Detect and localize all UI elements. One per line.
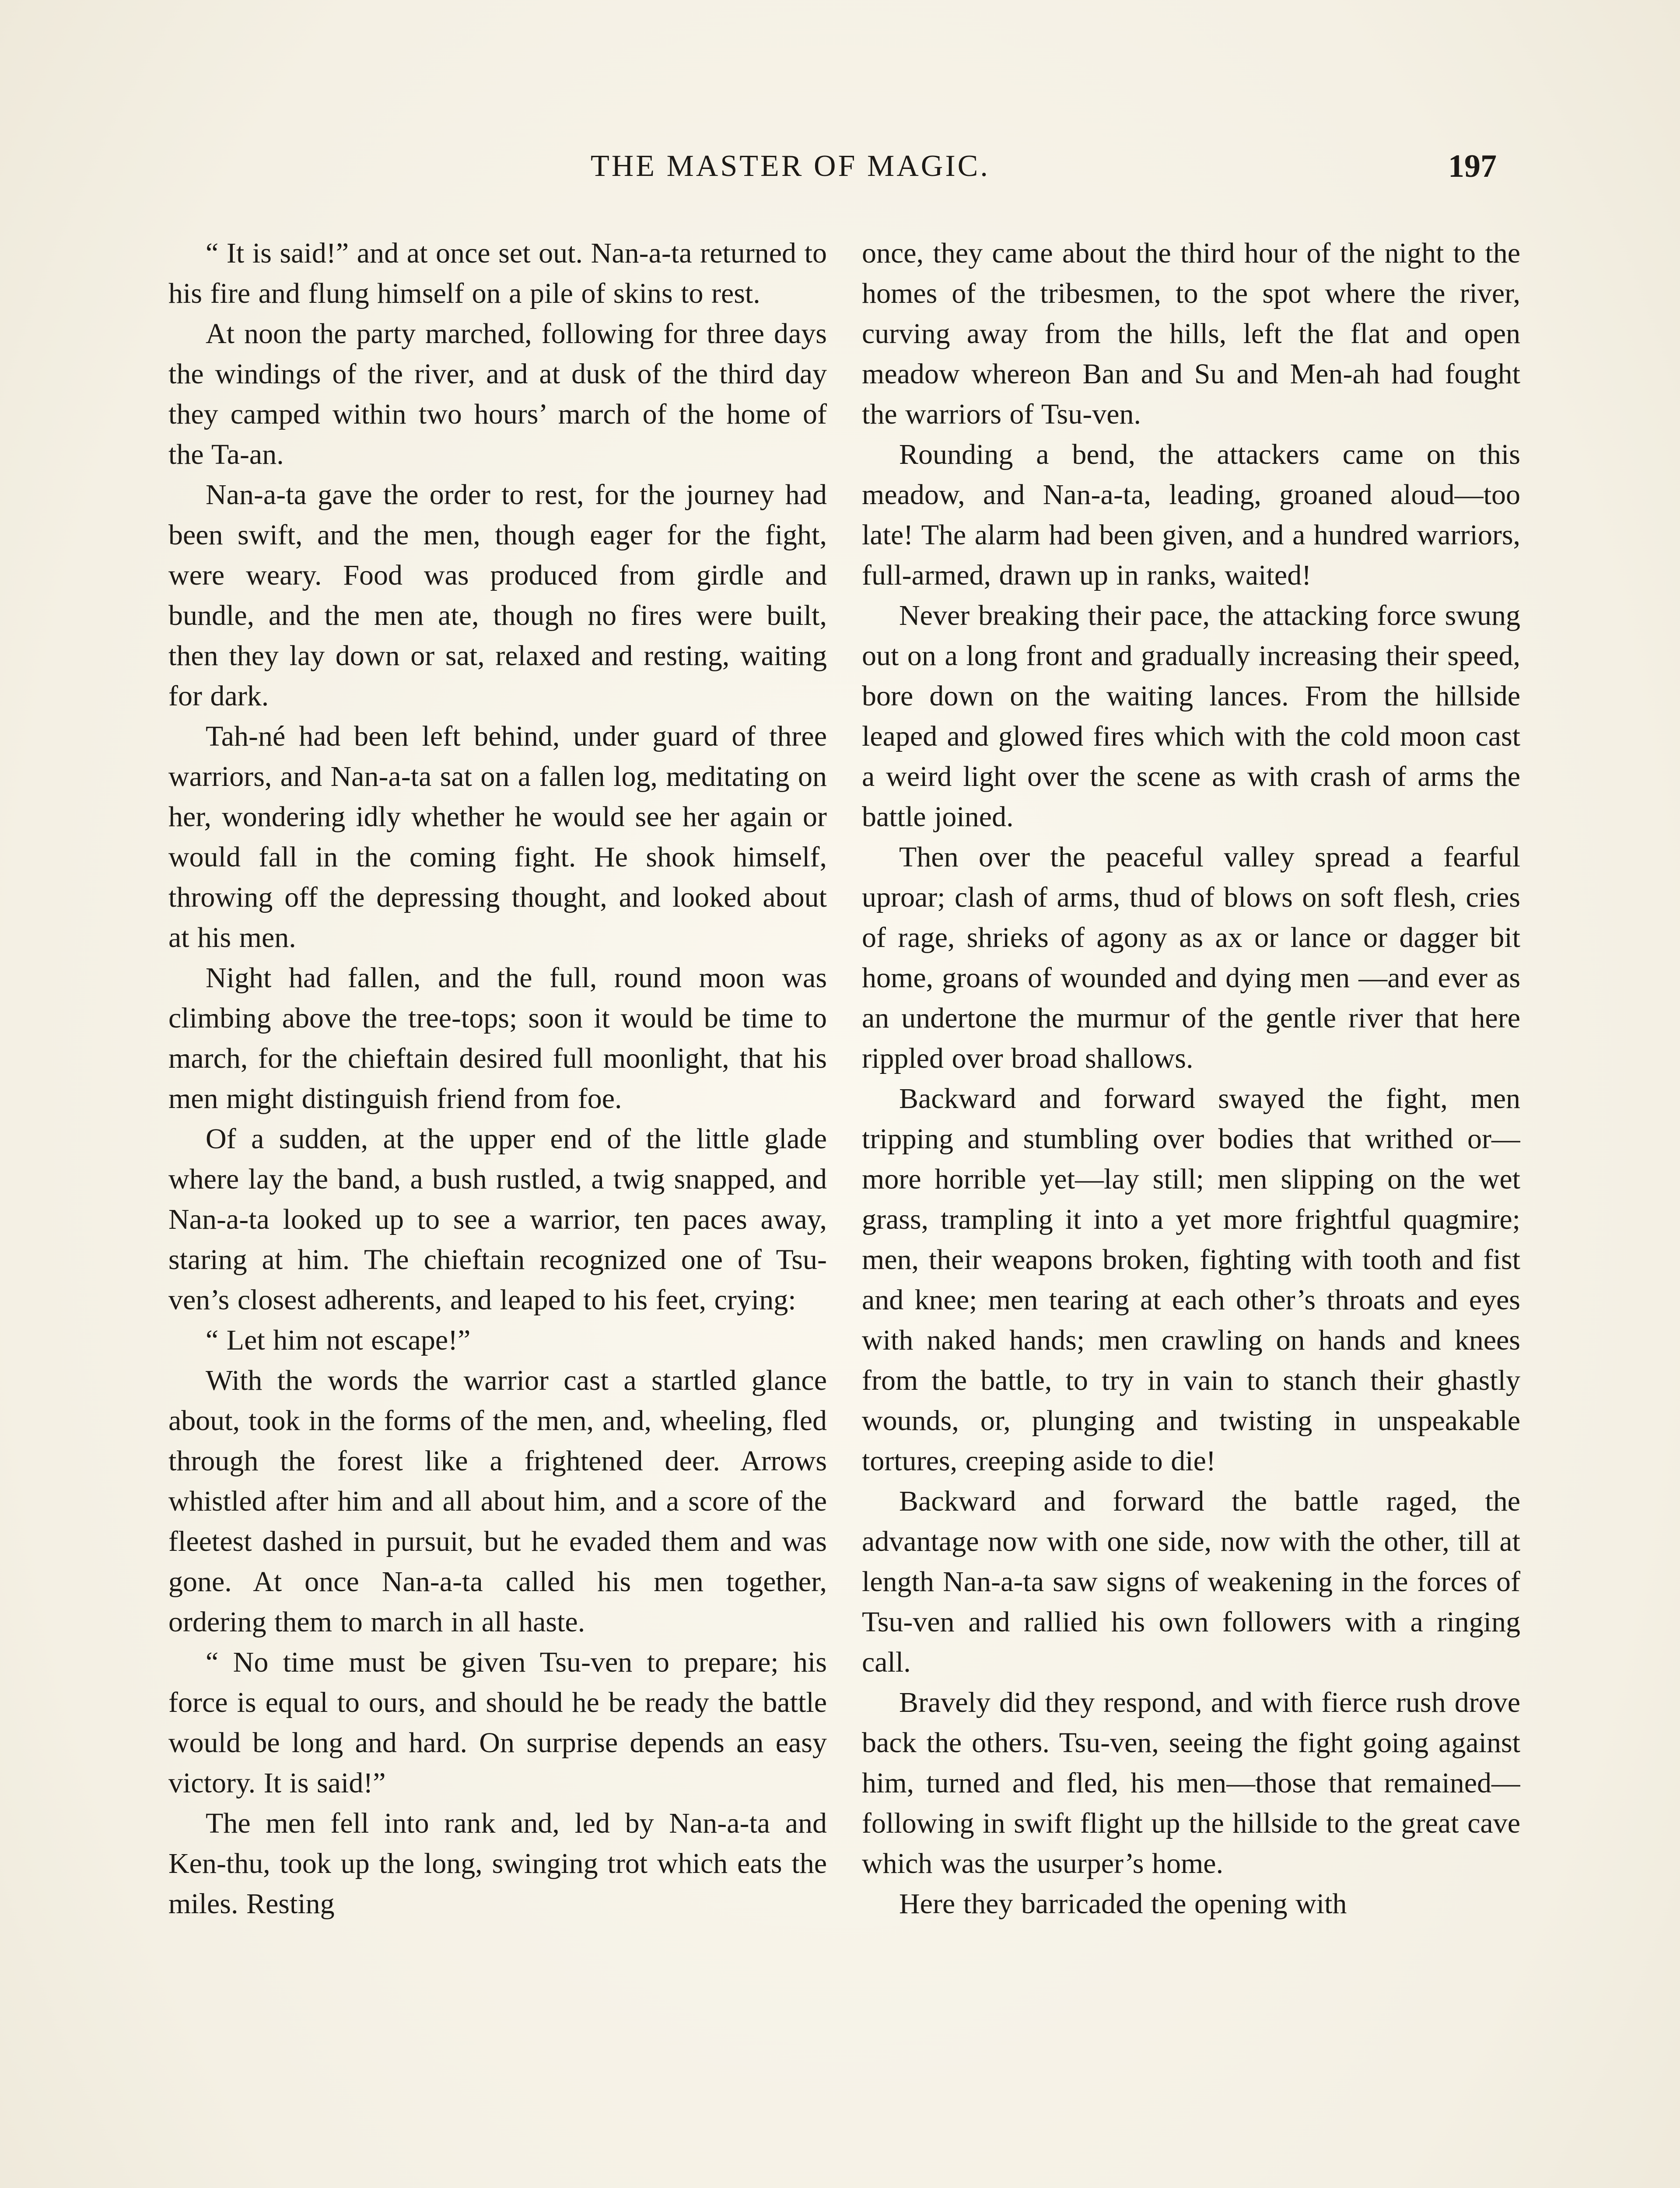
paragraph: Nan-a-ta gave the order to rest, for the journey had been swift, and the men, though eager for the fight, were weary. Food was produced from girdle and bundle, and the men ate, though no fires were built, then they lay down or sat, relaxed and resting, waiting for dark.: [168, 479, 827, 712]
paragraph: Night had fallen, and the full, round moon was climbing above the tree-tops; soon it would be time to march, for the chieftain desired full moonlight, that his men might distinguish friend from foe.: [168, 962, 827, 1115]
page-number: 197: [1448, 148, 1497, 184]
paragraph: Never breaking their pace, the attacking force swung out on a long front and gradually increasing their speed, bore down on the waiting lances. From the hillside leaped and glowed fires which with the cold moon cast a weird light over the scene as with crash of arms the battle joined.: [862, 600, 1520, 833]
paragraph: The men fell into rank and, led by Nan-a-ta and Ken-thu, took up the long, swinging trot which eats the miles. Resting: [168, 1807, 827, 1920]
paragraph: Then over the peaceful valley spread a fearful uproar; clash of arms, thud of blows on soft flesh, cries of rage, shrieks of agony as ax or lance or dagger bit home, groans of wounded and dying men —and ever as an undertone the murmur of the gentle river that here rippled over broad shallows.: [862, 841, 1520, 1074]
running-title: THE MASTER OF MAGIC.: [591, 149, 990, 183]
paragraph: Tah-né had been left behind, under guard of three warriors, and Nan-a-ta sat on a fallen log, meditating on her, wondering idly whether he would see her again or would fall in the coming fight. He shook himself, throwing off the depressing thought, and looked about at his men.: [168, 720, 827, 954]
paragraph: With the words the warrior cast a startled glance about, took in the forms of the men, and, wheeling, fled through the forest like a frightened deer. Arrows whistled after him and all about him, and a score of the fleetest dashed in pursuit, but he evaded them and was gone. At once Nan-a-ta called his men together, ordering them to march in all haste.: [168, 1364, 827, 1638]
paragraph: “ Let him not escape!”: [206, 1324, 471, 1356]
left-text-column: [168, 233, 827, 2188]
paragraph: Backward and forward swayed the fight, men tripping and stumbling over bodies that writhed or—more horrible yet—lay still; men slipping on the wet grass, trampling it into a yet more frightful quagmire; men, their weapons broken, fighting with tooth and fist and knee; men tearing at each other’s throats and eyes with naked hands; men crawling on hands and knees from the battle, to try in vain to stanch their ghastly wounds, or, plunging and twisting in unspeakable tortures, creeping aside to die!: [862, 1083, 1520, 1477]
paragraph: Of a sudden, at the upper end of the little glade where lay the band, a bush rustled, a twig snapped, and Nan-a-ta looked up to see a warrior, ten paces away, staring at him. The chieftain recognized one of Tsu-ven’s closest adherents, and leaped to his feet, crying:: [168, 1123, 827, 1316]
paragraph: “ No time must be given Tsu-ven to prepare; his force is equal to ours, and should he be ready the battle would be long and hard. On surprise depends an easy victory. It is said!”: [168, 1646, 827, 1799]
paragraph: Bravely did they respond, and with fierce rush drove back the others. Tsu-ven, seeing the fight going against him, turned and fled, his men—those that remained—following in swift flight up the hillside to the great cave which was the usurper’s home.: [862, 1687, 1520, 1879]
paragraph: At noon the party marched, following for three days the windings of the river, and at dusk of the third day they camped within two hours’ march of the home of the Ta-an.: [168, 318, 827, 470]
paragraph: Here they barricaded the opening with: [899, 1888, 1347, 1920]
paragraph: “ It is said!” and at once set out. Nan-a-ta returned to his fire and flung himself on a pile of skins to rest.: [168, 237, 827, 309]
paragraph-continued: once, they came about the third hour of the night to the homes of the tribesmen, to the spot where the river, curving away from the hills, left the flat and open meadow whereon Ban and Su and Men-ah had fought the warriors of Tsu-ven.: [862, 237, 1520, 430]
right-text-column: [862, 233, 1520, 2188]
running-head: [0, 144, 1680, 193]
paragraph: Rounding a bend, the attackers came on this meadow, and Nan-a-ta, leading, groaned aloud—too late! The alarm had been given, and a hundred warriors, full-armed, drawn up in ranks, waited!: [862, 438, 1520, 591]
paragraph: Backward and forward the battle raged, the advantage now with one side, now with the other, till at length Nan-a-ta saw signs of weakening in the forces of Tsu-ven and rallied his own followers with a ringing call.: [862, 1485, 1520, 1678]
